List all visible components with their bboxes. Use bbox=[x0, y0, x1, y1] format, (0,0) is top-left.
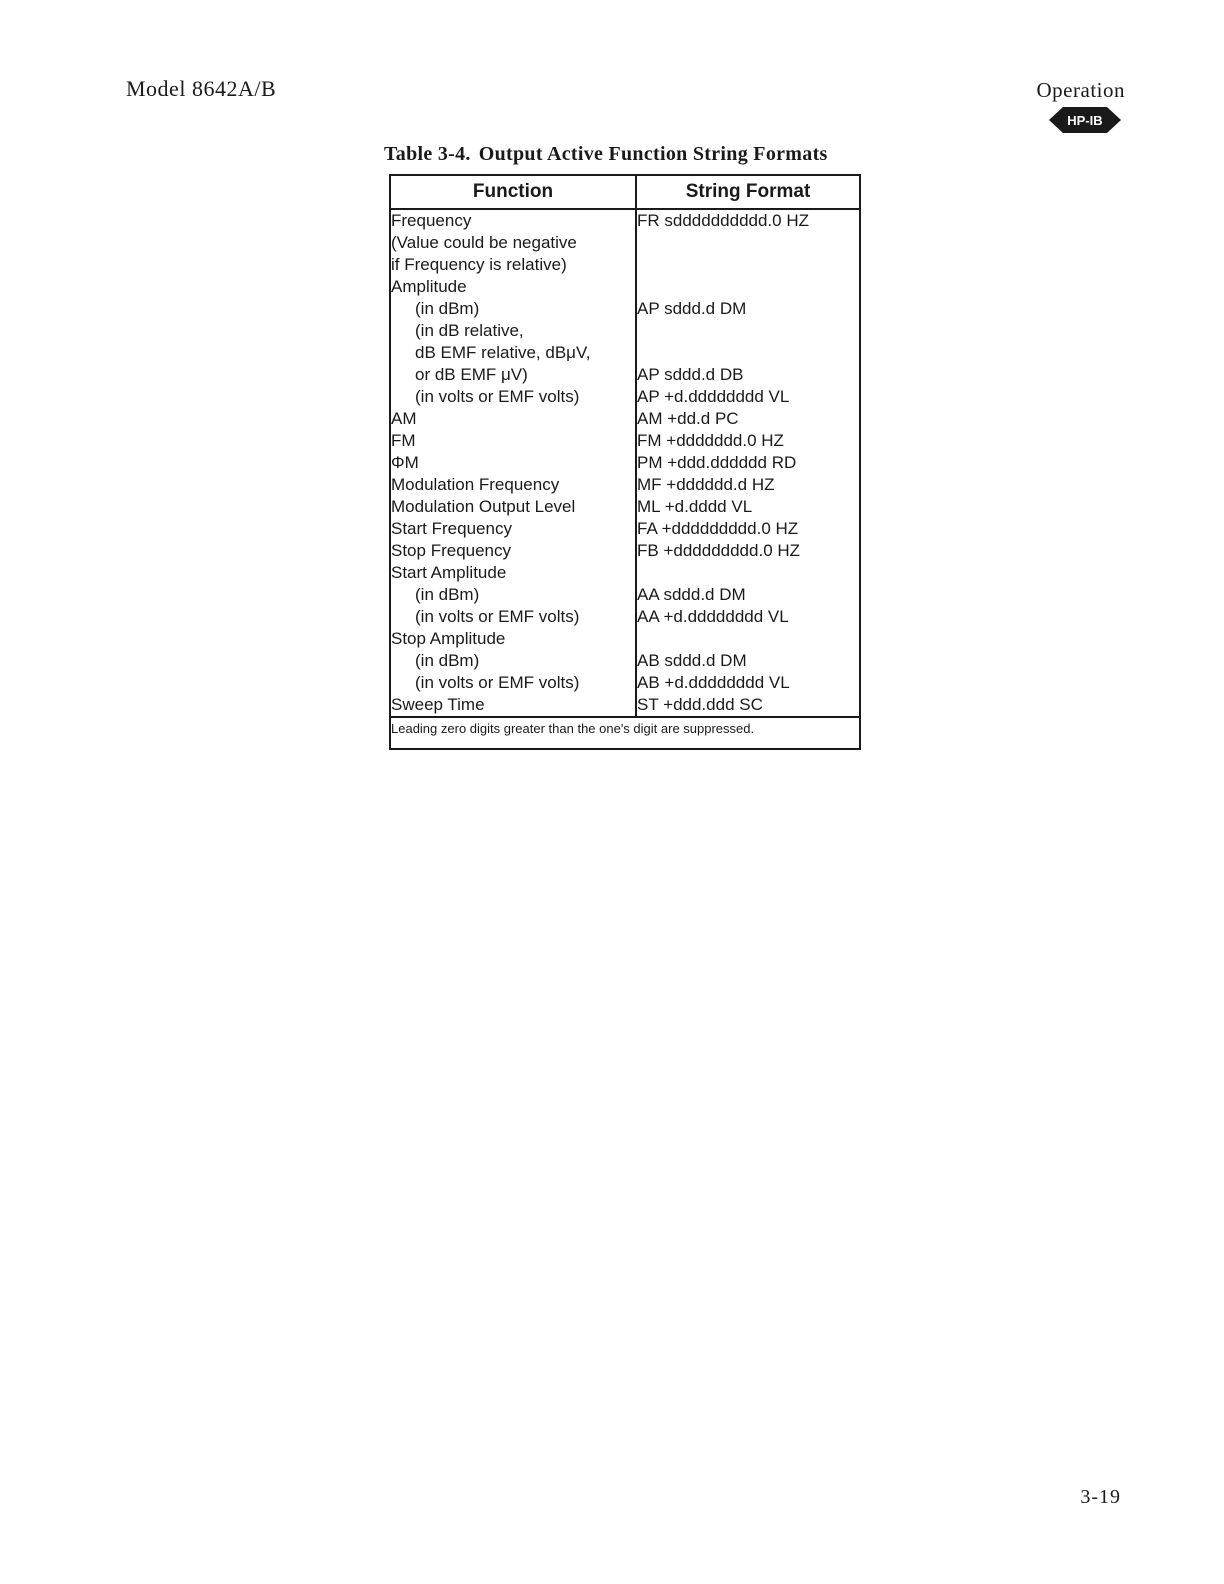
format-line: FB +ddddddddd.0 HZ bbox=[637, 541, 801, 560]
function-line: Amplitude bbox=[391, 277, 467, 296]
hp-ib-badge bbox=[1049, 107, 1121, 133]
format-line bbox=[637, 562, 859, 584]
table-row bbox=[390, 518, 860, 540]
string-format-cell bbox=[636, 209, 860, 276]
format-line bbox=[637, 276, 859, 298]
format-line: FM +ddddddd.0 HZ bbox=[637, 431, 784, 450]
table-number: Table 3-4. bbox=[384, 143, 471, 165]
function-line: Stop Frequency bbox=[391, 541, 512, 560]
string-format-cell bbox=[636, 452, 860, 474]
page-number: 3-19 bbox=[1080, 1486, 1121, 1508]
format-line bbox=[637, 628, 859, 650]
string-format-cell bbox=[636, 628, 860, 694]
format-line: AM +dd.d PC bbox=[637, 409, 739, 428]
hp-ib-arrow-icon bbox=[1049, 107, 1121, 133]
badge-label: HP-IB bbox=[1067, 113, 1103, 128]
function-cell bbox=[390, 452, 636, 474]
function-line: (in dBm) bbox=[415, 585, 480, 604]
table-row bbox=[390, 694, 860, 717]
function-cell bbox=[390, 474, 636, 496]
format-line: AP sddd.d DM bbox=[637, 299, 747, 318]
string-format-table bbox=[389, 174, 861, 750]
format-line: AA +d.dddddddd VL bbox=[637, 607, 789, 626]
table-row bbox=[390, 452, 860, 474]
function-line: (in volts or EMF volts) bbox=[415, 607, 580, 626]
table-row bbox=[390, 474, 860, 496]
table-row bbox=[390, 408, 860, 430]
function-line: ΦM bbox=[391, 453, 419, 472]
function-line: Frequency bbox=[391, 211, 472, 230]
function-cell bbox=[390, 209, 636, 276]
function-line: Modulation Frequency bbox=[391, 475, 560, 494]
function-line: Start Amplitude bbox=[391, 563, 507, 582]
function-cell bbox=[390, 430, 636, 452]
table-row bbox=[390, 276, 860, 408]
string-format-cell bbox=[636, 694, 860, 717]
function-cell bbox=[390, 276, 636, 408]
table-title: Output Active Function String Formats bbox=[478, 143, 828, 165]
format-line: PM +ddd.dddddd RD bbox=[637, 453, 797, 472]
function-line: or dB EMF μV) bbox=[415, 365, 528, 384]
function-line: Sweep Time bbox=[391, 695, 485, 714]
string-format-cell bbox=[636, 430, 860, 452]
string-format-cell bbox=[636, 496, 860, 518]
string-format-cell bbox=[636, 474, 860, 496]
format-line: AP sddd.d DB bbox=[637, 365, 744, 384]
function-line: Stop Amplitude bbox=[391, 629, 506, 648]
table-row bbox=[390, 540, 860, 562]
format-line: AB +d.dddddddd VL bbox=[637, 673, 790, 692]
format-line: AP +d.dddddddd VL bbox=[637, 387, 790, 406]
function-line: Start Frequency bbox=[391, 519, 512, 538]
function-line: (in volts or EMF volts) bbox=[415, 673, 580, 692]
format-line: ML +d.dddd VL bbox=[637, 497, 753, 516]
string-format-cell bbox=[636, 408, 860, 430]
string-format-cell bbox=[636, 518, 860, 540]
format-line bbox=[637, 320, 859, 342]
function-cell bbox=[390, 518, 636, 540]
function-cell bbox=[390, 628, 636, 694]
function-line: Modulation Output Level bbox=[391, 497, 576, 516]
function-line: if Frequency is relative) bbox=[391, 255, 567, 274]
format-line bbox=[637, 232, 859, 254]
format-line: AA sddd.d DM bbox=[637, 585, 746, 604]
string-format-cell bbox=[636, 540, 860, 562]
table-header-row bbox=[390, 175, 860, 209]
model-header: Model 8642A/B bbox=[126, 76, 277, 101]
string-format-cell bbox=[636, 276, 860, 408]
function-line: dB EMF relative, dBμV, bbox=[415, 343, 591, 362]
table-footnote: Leading zero digits greater than the one's digit are suppressed. bbox=[390, 717, 860, 749]
function-line: (in volts or EMF volts) bbox=[415, 387, 580, 406]
table-body bbox=[390, 209, 860, 749]
section-header: Operation bbox=[1036, 78, 1125, 102]
table-row bbox=[390, 430, 860, 452]
format-line: ST +ddd.ddd SC bbox=[637, 695, 763, 714]
format-line: FA +ddddddddd.0 HZ bbox=[637, 519, 799, 538]
function-cell bbox=[390, 540, 636, 562]
function-line: AM bbox=[391, 409, 417, 428]
table-row bbox=[390, 628, 860, 694]
string-format-cell bbox=[636, 562, 860, 628]
function-cell bbox=[390, 496, 636, 518]
format-line: MF +dddddd.d HZ bbox=[637, 475, 775, 494]
function-line: (in dB relative, bbox=[415, 321, 524, 340]
function-cell bbox=[390, 562, 636, 628]
table-caption bbox=[384, 143, 828, 166]
format-line: FR sdddddddddd.0 HZ bbox=[637, 211, 809, 230]
table-row bbox=[390, 496, 860, 518]
function-line: (in dBm) bbox=[415, 651, 480, 670]
format-line bbox=[637, 342, 859, 364]
function-cell bbox=[390, 408, 636, 430]
format-line bbox=[637, 254, 859, 276]
column-header-string-format: String Format bbox=[636, 175, 860, 209]
function-line: FM bbox=[391, 431, 416, 450]
format-line: AB sddd.d DM bbox=[637, 651, 747, 670]
function-cell bbox=[390, 694, 636, 717]
table-row bbox=[390, 562, 860, 628]
table-row bbox=[390, 209, 860, 276]
column-header-function: Function bbox=[390, 175, 636, 209]
function-line: (in dBm) bbox=[415, 299, 480, 318]
function-line: (Value could be negative bbox=[391, 233, 577, 252]
